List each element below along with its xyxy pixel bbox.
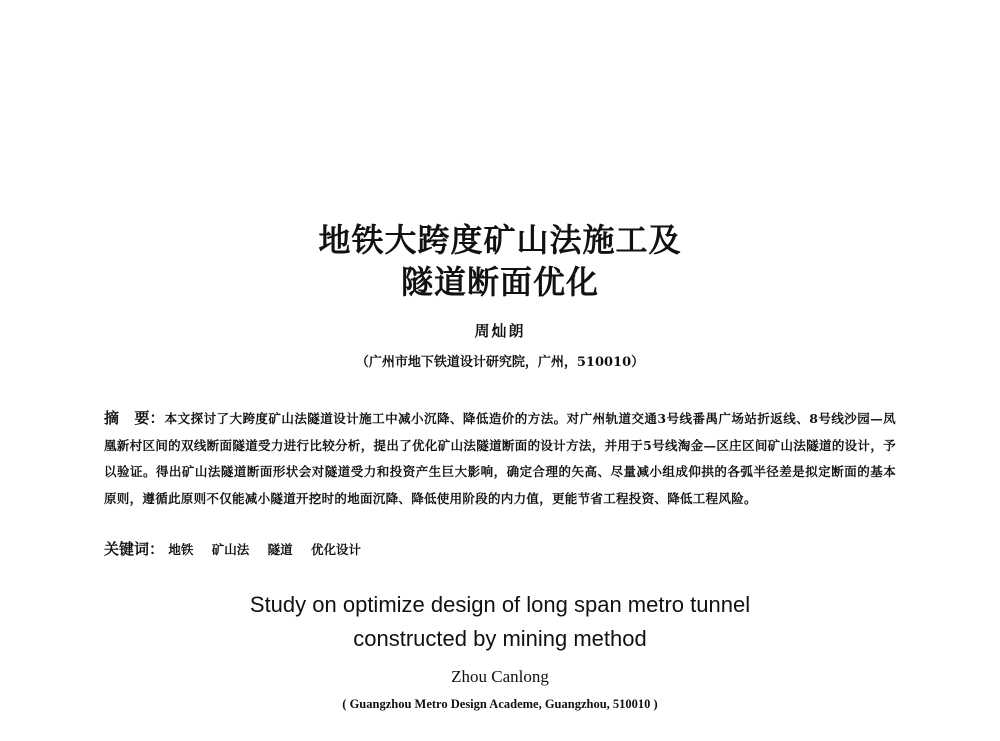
chinese-affiliation: （广州市地下铁道设计研究院，广州，510010） xyxy=(355,355,645,370)
chinese-title-line-2: 隧道断面优化 xyxy=(400,263,599,301)
keywords-label: 关键词： xyxy=(104,540,165,558)
english-title-line-1: Study on optimize design of long span metro tunnel xyxy=(249,592,751,617)
english-title-line-2: constructed by mining method xyxy=(353,626,647,651)
abstract-label: 摘 要： xyxy=(104,409,165,427)
keyword-item: 矿山法 xyxy=(211,542,250,557)
abstract-block xyxy=(104,405,896,512)
abstract-text: 本文探讨了大跨度矿山法隧道设计施工中减小沉降、降低造价的方法。对广州轨道交通3号线番禺广场站折返线、8号线沙园—凤凰新村区间的双线断面隧道受力进行比较分析，提出了优化矿山法隧道断面的设计方法，并用于5号线淘金—区庄区间矿山法隧道的设计，予以验证。得出矿山法隧道断面形状会对隧道受力和投资产生巨大影响，确定合理的矢高、尽量减小组成仰拱的各弧半径差是拟定断面的基本原则，遵循此原则不仅能减小隧道开挖时的地面沉降、降低使用阶段的内力值，更能节省工程投资、降低工程风险。 xyxy=(104,411,896,506)
chinese-title-line-1: 地铁大跨度矿山法施工及 xyxy=(318,221,682,259)
keyword-item: 隧道 xyxy=(267,542,293,557)
keywords-block xyxy=(104,537,375,562)
english-affiliation: ( Guangzhou Metro Design Academe, Guangzhou, 510010 ) xyxy=(342,697,658,711)
chinese-author: 周灿朗 xyxy=(474,322,526,340)
keyword-item: 地铁 xyxy=(168,542,194,557)
keyword-item: 优化设计 xyxy=(311,542,362,557)
english-author: Zhou Canlong xyxy=(451,667,549,686)
